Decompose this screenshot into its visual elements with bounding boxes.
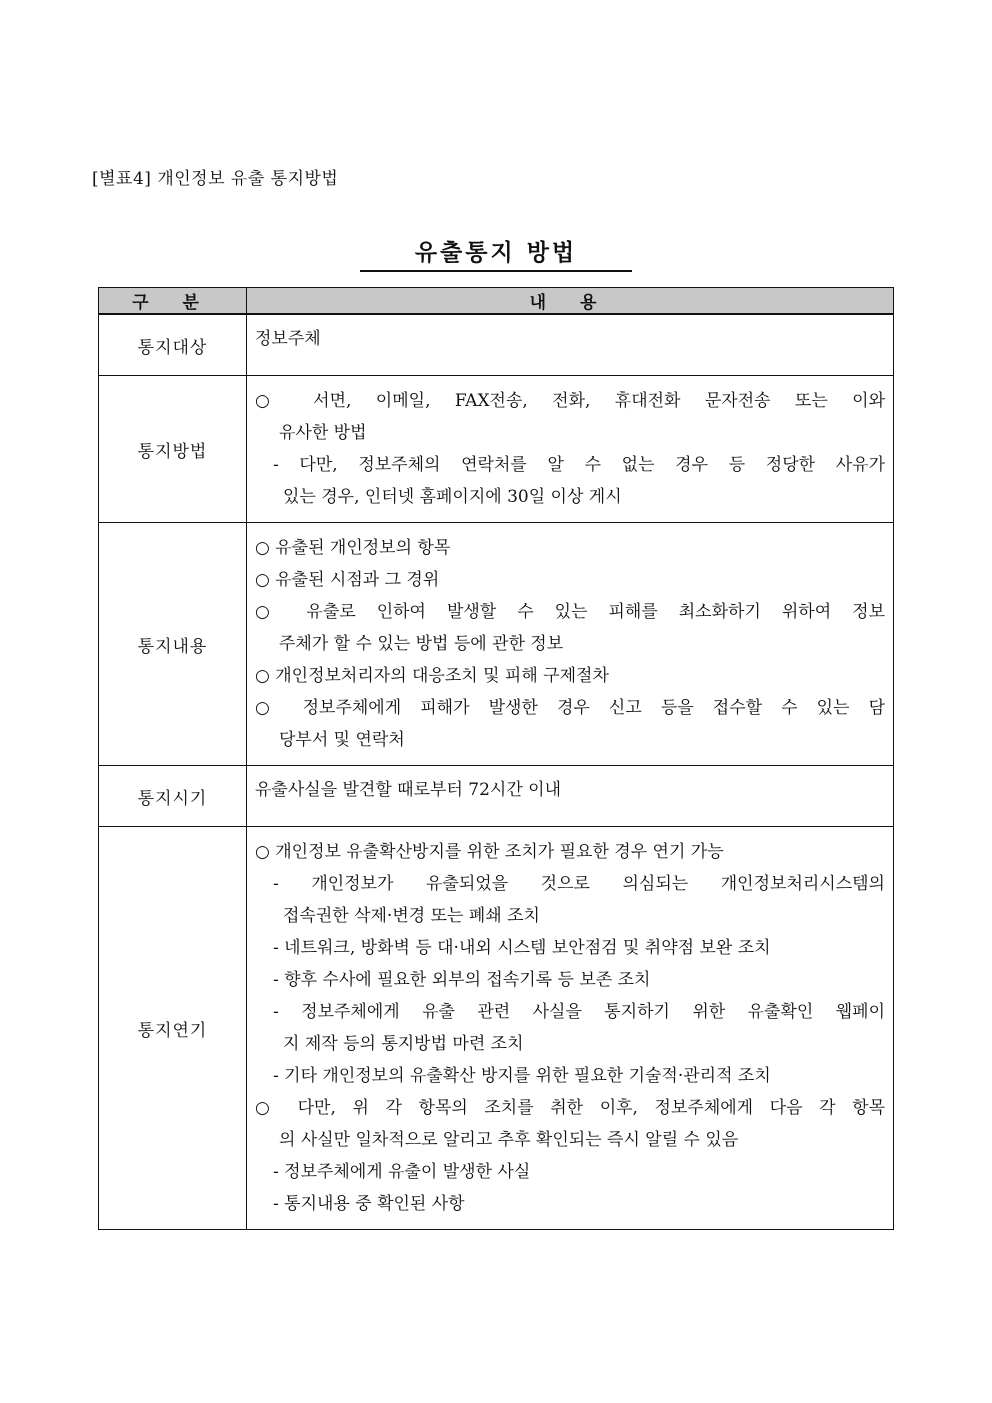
annex-label: [별표4] 개인정보 유출 통지방법	[92, 169, 339, 189]
sub-item: - 다만, 정보주체의 연락처를 알 수 없는 경우 등 정당한 사유가	[273, 455, 885, 475]
content-line: 주체가 할 수 있는 방법 등에 관한 정보	[279, 634, 564, 654]
bullet-item: ○ 서면, 이메일, FAX전송, 전화, 휴대전화 문자전송 또는 이와	[255, 391, 885, 411]
content-cell	[247, 827, 894, 1230]
sub-item: - 향후 수사에 필요한 외부의 접속기록 등 보존 조치	[273, 970, 651, 990]
row-notification-delay	[99, 827, 894, 1230]
content-cell	[247, 766, 894, 827]
bullet-item: ○ 다만, 위 각 항목의 조치를 취한 이후, 정보주체에게 다음 각 항목	[255, 1098, 885, 1118]
content-cell	[247, 314, 894, 376]
row-notification-content	[99, 523, 894, 766]
sub-item: - 네트워크, 방화벽 등 대·내외 시스템 보안점검 및 취약점 보완 조치	[273, 938, 771, 958]
category-cell: 통지대상	[99, 314, 247, 376]
sub-item: - 정보주체에게 유출이 발생한 사실	[273, 1162, 531, 1182]
table-header-row	[99, 288, 894, 315]
bullet-item: ○ 개인정보 유출확산방지를 위한 조치가 필요한 경우 연기 가능	[255, 842, 724, 862]
title-underline	[360, 270, 632, 272]
bullet-item: ○ 정보주체에게 피해가 발생한 경우 신고 등을 접수할 수 있는 담	[255, 698, 885, 718]
content-line: 정보주체	[255, 329, 321, 349]
bullet-item: ○ 유출로 인하여 발생할 수 있는 피해를 최소화하기 위하여 정보	[255, 602, 885, 622]
notification-method-table	[98, 287, 894, 1230]
sub-item: - 개인정보가 유출되었을 것으로 의심되는 개인정보처리시스템의	[273, 874, 885, 894]
sub-item: - 기타 개인정보의 유출확산 방지를 위한 필요한 기술적·관리적 조치	[273, 1066, 771, 1086]
sub-item: - 통지내용 중 확인된 사항	[273, 1194, 465, 1214]
header-category: 구 분	[99, 288, 247, 315]
row-notification-timing	[99, 766, 894, 827]
bullet-item: ○ 유출된 개인정보의 항목	[255, 538, 451, 558]
content-cell	[247, 523, 894, 766]
content-line: 의 사실만 일차적으로 알리고 추후 확인되는 즉시 알릴 수 있음	[279, 1130, 739, 1150]
bullet-item: ○ 개인정보처리자의 대응조치 및 피해 구제절차	[255, 666, 609, 686]
content-cell	[247, 376, 894, 523]
category-cell: 통지내용	[99, 523, 247, 766]
category-cell: 통지연기	[99, 827, 247, 1230]
sub-item: - 정보주체에게 유출 관련 사실을 통지하기 위한 유출확인 웹페이	[273, 1002, 885, 1022]
table-body	[99, 314, 894, 1230]
content-line: 지 제작 등의 통지방법 마련 조치	[283, 1034, 524, 1054]
row-notification-method	[99, 376, 894, 523]
content-line: 당부서 및 연락처	[279, 730, 405, 750]
content-line: 있는 경우, 인터넷 홈페이지에 30일 이상 게시	[283, 487, 622, 507]
row-notification-target	[99, 314, 894, 376]
document-title: 유출통지 방법	[414, 239, 578, 266]
category-cell: 통지시기	[99, 766, 247, 827]
bullet-item: ○ 유출된 시점과 그 경위	[255, 570, 440, 590]
category-cell: 통지방법	[99, 376, 247, 523]
content-line: 유출사실을 발견할 때로부터 72시간 이내	[255, 780, 561, 800]
content-line: 접속권한 삭제·변경 또는 폐쇄 조치	[283, 906, 540, 926]
content-line: 유사한 방법	[279, 423, 367, 443]
header-content: 내 용	[247, 288, 894, 315]
